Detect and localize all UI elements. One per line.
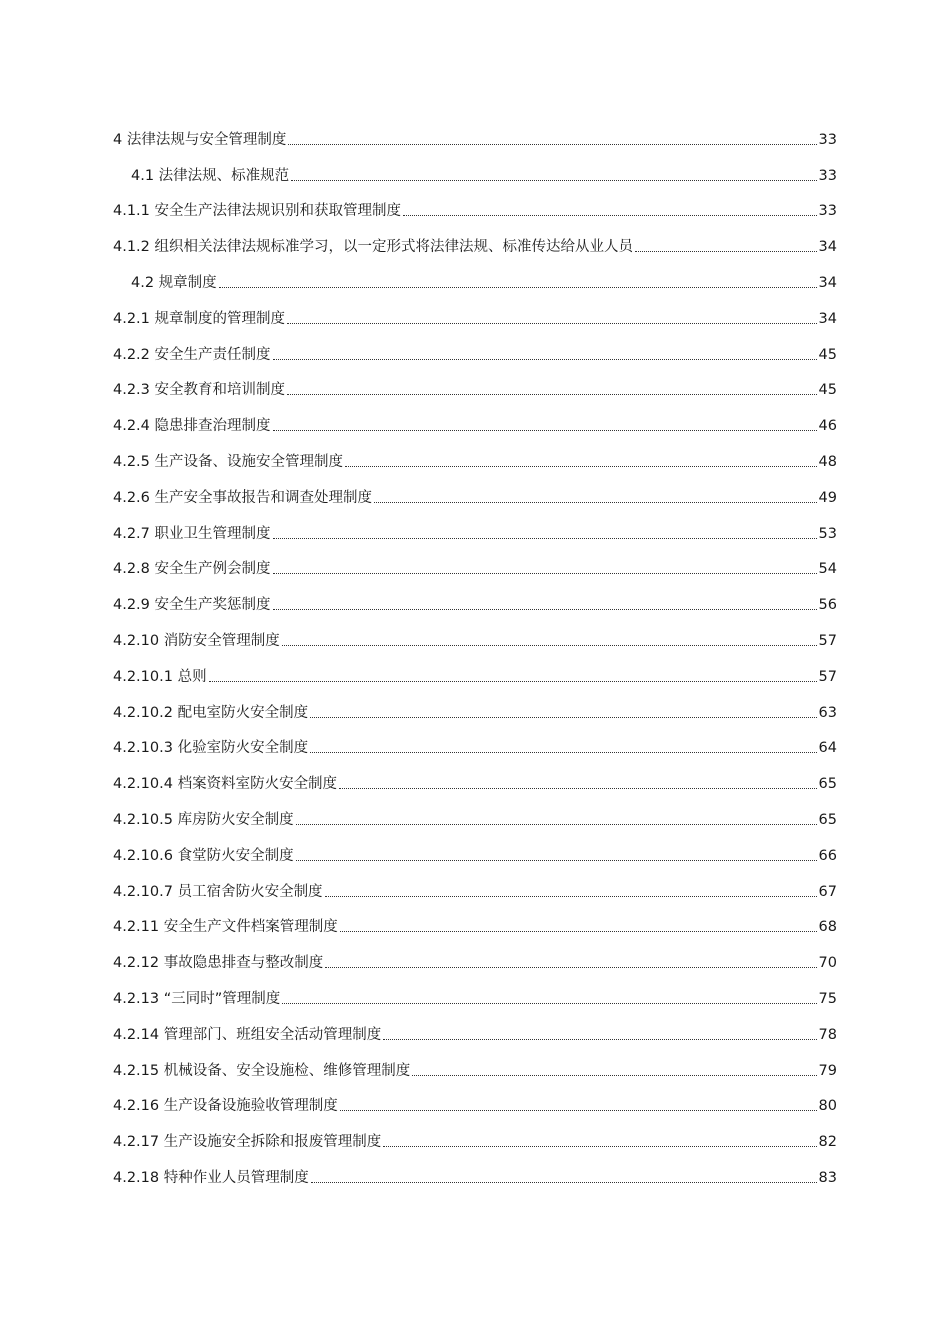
toc-entry-title: 4.2.18 特种作业人员管理制度 xyxy=(113,1169,309,1186)
toc-entry[interactable] xyxy=(113,1085,837,1121)
toc-entry[interactable] xyxy=(113,941,837,977)
toc-leader-dots xyxy=(310,752,816,753)
toc-entry-page: 56 xyxy=(818,597,837,614)
toc-leader-dots xyxy=(273,573,817,574)
toc-leader-dots xyxy=(311,1182,817,1183)
toc-entry[interactable] xyxy=(113,798,837,834)
toc-entry[interactable] xyxy=(113,655,837,691)
toc-entry-title: 4.1 法律法规、标准规范 xyxy=(131,167,290,184)
toc-entry-title: 4.2.13 “三同时”管理制度 xyxy=(113,990,281,1007)
toc-entry-title: 4.2.16 生产设备设施验收管理制度 xyxy=(113,1098,338,1115)
toc-entry-title: 4.2.15 机械设备、安全设施检、维修管理制度 xyxy=(113,1062,411,1079)
toc-entry-title: 4.2.10 消防安全管理制度 xyxy=(113,632,280,649)
toc-leader-dots xyxy=(325,896,817,897)
toc-leader-dots xyxy=(325,967,816,968)
toc-entry-page: 57 xyxy=(818,632,837,649)
toc-entry[interactable] xyxy=(113,583,837,619)
toc-entry-title: 4.2.4 隐患排查治理制度 xyxy=(113,418,271,435)
toc-leader-dots xyxy=(282,1003,816,1004)
toc-entry-page: 34 xyxy=(818,274,837,291)
toc-entry[interactable] xyxy=(113,476,837,512)
toc-leader-dots xyxy=(310,717,816,718)
toc-entry[interactable] xyxy=(113,834,837,870)
toc-entry-page: 66 xyxy=(818,847,837,864)
toc-entry-page: 46 xyxy=(818,418,837,435)
toc-entry-page: 67 xyxy=(818,883,837,900)
toc-entry[interactable] xyxy=(113,512,837,548)
toc-entry-page: 68 xyxy=(818,919,837,936)
toc-leader-dots xyxy=(635,251,817,252)
toc-leader-dots xyxy=(296,824,817,825)
toc-entry-page: 45 xyxy=(818,346,837,363)
toc-leader-dots xyxy=(345,466,817,467)
toc-entry-page: 78 xyxy=(818,1026,837,1043)
toc-entry-page: 80 xyxy=(818,1098,837,1115)
toc-entry[interactable] xyxy=(113,154,837,190)
toc-entry-title: 4.2.10.4 档案资料室防火安全制度 xyxy=(113,776,338,793)
toc-entry-page: 48 xyxy=(818,453,837,470)
toc-entry[interactable] xyxy=(113,870,837,906)
toc-entry-page: 49 xyxy=(818,489,837,506)
toc-leader-dots xyxy=(282,645,817,646)
toc-entry-title: 4.2.2 安全生产责任制度 xyxy=(113,346,271,363)
toc-entry[interactable] xyxy=(113,1120,837,1156)
toc-leader-dots xyxy=(403,215,817,216)
toc-entry[interactable] xyxy=(113,1156,837,1192)
toc-entry-title: 4.2.5 生产设备、设施安全管理制度 xyxy=(113,453,344,470)
toc-entry-title: 4.2.17 生产设施安全拆除和报废管理制度 xyxy=(113,1134,382,1151)
toc-leader-dots xyxy=(273,538,817,539)
toc-entry-page: 45 xyxy=(818,382,837,399)
toc-leader-dots xyxy=(287,394,817,395)
toc-entry[interactable] xyxy=(113,727,837,763)
toc-leader-dots xyxy=(340,1110,817,1111)
toc-entry[interactable] xyxy=(113,404,837,440)
toc-entry-page: 82 xyxy=(818,1134,837,1151)
toc-entry[interactable] xyxy=(113,118,837,154)
toc-entry-title: 4.2.10.5 库房防火安全制度 xyxy=(113,811,294,828)
toc-entry-title: 4.1.1 安全生产法律法规识别和获取管理制度 xyxy=(113,203,402,220)
toc-entry-page: 53 xyxy=(818,525,837,542)
toc-leader-dots xyxy=(291,180,816,181)
toc-leader-dots xyxy=(273,359,817,360)
toc-leader-dots xyxy=(287,323,817,324)
toc-entry-page: 79 xyxy=(818,1062,837,1079)
toc-entry-title: 4.2 规章制度 xyxy=(131,274,217,291)
toc-leader-dots xyxy=(273,430,817,431)
toc-entry-title: 4.2.10.6 食堂防火安全制度 xyxy=(113,847,294,864)
toc-entry[interactable] xyxy=(113,297,837,333)
toc-entry[interactable] xyxy=(113,333,837,369)
toc-leader-dots xyxy=(288,144,816,145)
toc-entry-page: 65 xyxy=(818,776,837,793)
toc-entry-title: 4.2.10.1 总则 xyxy=(113,668,207,685)
toc-entry-page: 57 xyxy=(818,668,837,685)
toc-entry-title: 4 法律法规与安全管理制度 xyxy=(113,131,287,148)
toc-entry-title: 4.2.12 事故隐患排查与整改制度 xyxy=(113,955,324,972)
toc-leader-dots xyxy=(340,931,817,932)
toc-entry-title: 4.2.10.2 配电室防火安全制度 xyxy=(113,704,309,721)
toc-leader-dots xyxy=(339,788,816,789)
toc-entry-title: 4.1.2 组织相关法律法规标准学习，以一定形式将法律法规、标准传达给从业人员 xyxy=(113,239,634,256)
toc-entry[interactable] xyxy=(113,225,837,261)
toc-entry-title: 4.2.7 职业卫生管理制度 xyxy=(113,525,271,542)
toc-entry[interactable] xyxy=(113,691,837,727)
toc-entry[interactable] xyxy=(113,977,837,1013)
toc-entry-page: 33 xyxy=(818,131,837,148)
toc-leader-dots xyxy=(219,287,817,288)
toc-leader-dots xyxy=(383,1146,816,1147)
toc-entry-page: 64 xyxy=(818,740,837,757)
toc-entry-title: 4.2.9 安全生产奖惩制度 xyxy=(113,597,271,614)
toc-leader-dots xyxy=(374,502,817,503)
toc-entry-title: 4.2.14 管理部门、班组安全活动管理制度 xyxy=(113,1026,382,1043)
toc-entry-title: 4.2.3 安全教育和培训制度 xyxy=(113,382,286,399)
toc-entry-title: 4.2.1 规章制度的管理制度 xyxy=(113,310,286,327)
toc-leader-dots xyxy=(412,1075,816,1076)
toc-entry-title: 4.2.6 生产安全事故报告和调查处理制度 xyxy=(113,489,373,506)
toc-entry[interactable] xyxy=(113,261,837,297)
toc-entry[interactable] xyxy=(113,1049,837,1085)
toc-entry-page: 65 xyxy=(818,811,837,828)
toc-entry[interactable] xyxy=(113,762,837,798)
toc-entry[interactable] xyxy=(113,369,837,405)
toc-leader-dots xyxy=(273,609,817,610)
toc-entry-page: 34 xyxy=(818,239,837,256)
toc-entry-page: 75 xyxy=(818,990,837,1007)
toc-entry-title: 4.2.10.7 员工宿舍防火安全制度 xyxy=(113,883,323,900)
table-of-contents xyxy=(113,118,837,1192)
toc-entry-page: 33 xyxy=(818,203,837,220)
toc-entry[interactable] xyxy=(113,619,837,655)
toc-entry-page: 63 xyxy=(818,704,837,721)
toc-entry[interactable] xyxy=(113,190,837,226)
toc-entry[interactable] xyxy=(113,1013,837,1049)
toc-entry-page: 33 xyxy=(818,167,837,184)
toc-entry-page: 70 xyxy=(818,955,837,972)
toc-entry-page: 34 xyxy=(818,310,837,327)
toc-leader-dots xyxy=(209,681,817,682)
toc-entry-page: 83 xyxy=(818,1169,837,1186)
toc-entry[interactable] xyxy=(113,548,837,584)
toc-entry-title: 4.2.8 安全生产例会制度 xyxy=(113,561,271,578)
toc-entry[interactable] xyxy=(113,440,837,476)
toc-entry-title: 4.2.10.3 化验室防火安全制度 xyxy=(113,740,309,757)
toc-entry-page: 54 xyxy=(818,561,837,578)
toc-entry-title: 4.2.11 安全生产文件档案管理制度 xyxy=(113,919,338,936)
toc-leader-dots xyxy=(296,860,817,861)
toc-entry[interactable] xyxy=(113,906,837,942)
toc-leader-dots xyxy=(383,1039,816,1040)
